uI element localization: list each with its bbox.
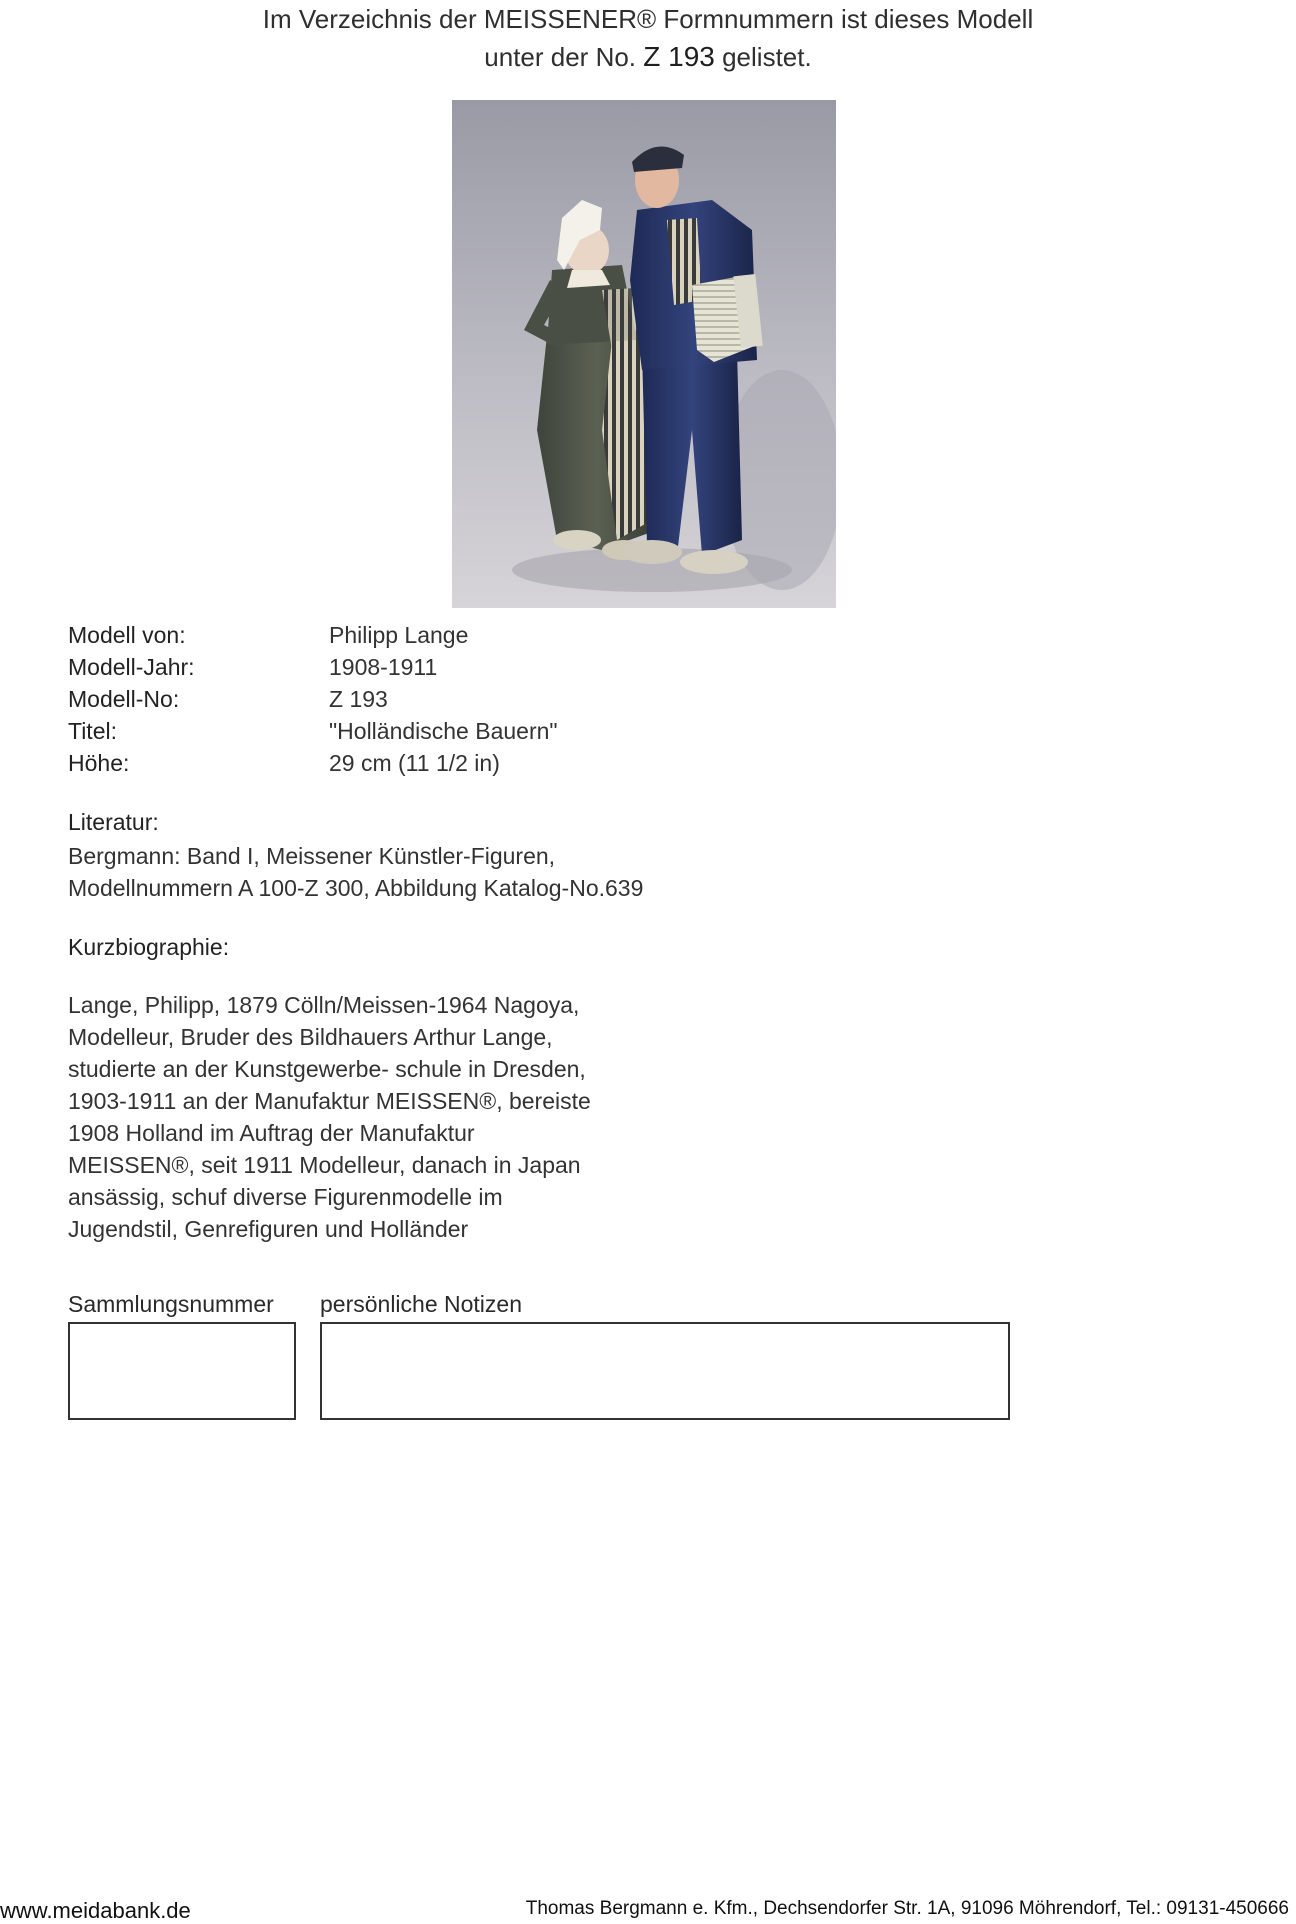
personal-notes-label: persönliche Notizen	[320, 1291, 523, 1317]
detail-row-titel	[68, 715, 768, 747]
detail-row-hoehe	[68, 747, 768, 779]
detail-label: Titel:	[68, 718, 117, 744]
detail-value: "Holländische Bauern"	[329, 718, 558, 744]
biography-line: MEISSEN®, seit 1911 Modelleur, danach in Japan	[68, 1152, 581, 1178]
biography-line: ansässig, schuf diverse Figurenmodelle im	[68, 1184, 503, 1210]
header-line-2	[0, 38, 1296, 76]
literatur-title: Literatur:	[68, 809, 159, 835]
header-line-2-suffix: gelistet.	[714, 42, 812, 72]
biography-line: Jugendstil, Genrefiguren und Holländer	[68, 1216, 469, 1242]
collection-number-label: Sammlungsnummer	[68, 1291, 274, 1317]
literatur-line: Modellnummern A 100-Z 300, Abbildung Katalog-No.639	[68, 875, 644, 901]
footer-contact: Thomas Bergmann e. Kfm., Dechsendorfer Str. 1A, 91096 Möhrendorf, Tel.: 09131-450666	[525, 1898, 1289, 1919]
model-details	[68, 619, 768, 779]
footer-website[interactable]: www.meidabank.de	[0, 1898, 191, 1923]
literatur-line: Bergmann: Band I, Meissener Künstler-Figuren,	[68, 843, 556, 869]
personal-notes-box[interactable]	[320, 1322, 1010, 1420]
detail-label: Modell-No:	[68, 686, 180, 712]
detail-value: 1908-1911	[329, 654, 438, 680]
detail-row-modell-jahr	[68, 651, 768, 683]
header	[0, 0, 1296, 76]
literatur-text	[68, 840, 788, 904]
biography-title: Kurzbiographie:	[68, 934, 230, 960]
detail-row-modell-von	[68, 619, 768, 651]
figurine-photo	[452, 100, 836, 608]
biography-line: 1908 Holland im Auftrag der Manufaktur	[68, 1120, 475, 1146]
detail-value: 29 cm (11 1/2 in)	[329, 750, 500, 776]
biography-line: studierte an der Kunstgewerbe- schule in Dresden,	[68, 1056, 586, 1082]
biography-line: Modelleur, Bruder des Bildhauers Arthur Lange,	[68, 1024, 553, 1050]
detail-label: Höhe:	[68, 750, 130, 776]
collection-number-box[interactable]	[68, 1322, 296, 1420]
header-model-number: Z 193	[643, 41, 715, 72]
detail-value: Z 193	[329, 686, 388, 712]
header-line-2-prefix: unter der No.	[484, 42, 644, 72]
detail-label: Modell von:	[68, 622, 186, 648]
biography-text	[68, 989, 628, 1245]
detail-value: Philipp Lange	[329, 622, 469, 648]
header-line-1: Im Verzeichnis der MEISSENER® Formnummern ist dieses Modell	[262, 4, 1034, 34]
biography-line: 1903-1911 an der Manufaktur MEISSEN®, bereiste	[68, 1088, 591, 1114]
biography-line: Lange, Philipp, 1879 Cölln/Meissen-1964 Nagoya,	[68, 992, 580, 1018]
detail-row-modell-no	[68, 683, 768, 715]
detail-label: Modell-Jahr:	[68, 654, 195, 680]
